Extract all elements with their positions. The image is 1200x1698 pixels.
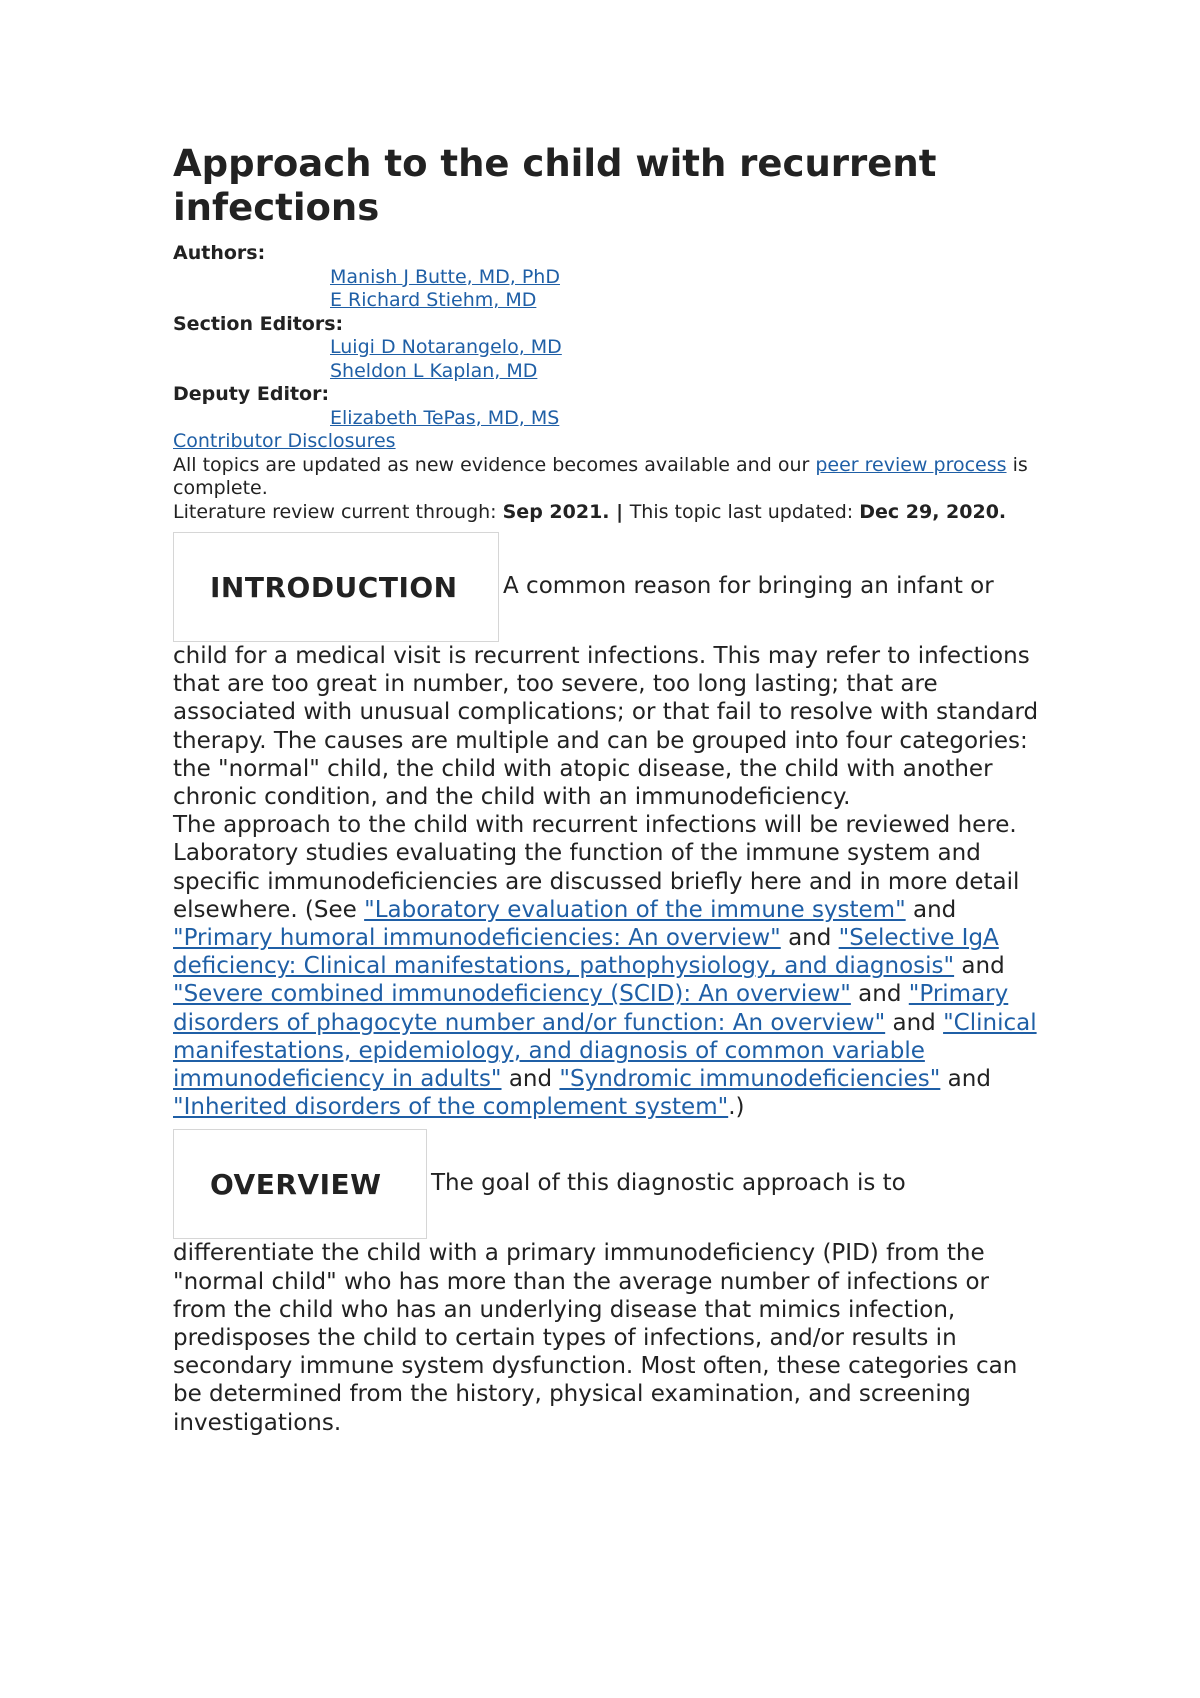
topic-link[interactable]: "Clinical manifestations, epidemiology, and diagnosis of common variable immunodeficiency in adults"	[173, 1009, 1037, 1093]
author-link[interactable]: E Richard Stiehm, MD	[330, 289, 537, 311]
update-note: All topics are updated as new evidence becomes available and our peer review process is complete.	[173, 453, 1028, 499]
page-title: Approach to the child with recurrent infections	[173, 142, 937, 229]
introduction-paragraph: The approach to the child with recurrent infections will be reviewed here. Laboratory studies evaluating the function of the immune system and specific immunodeficiencies are discussed briefly here and in more detail elsewhere. (See "Laboratory evaluation of the immune system" and "Primary humoral immunodeficiencies: An overview" and "Selective IgA deficiency: Clinical manifestations, pathophysiology, and diagnosis" and "Severe combined immunodeficiency (SCID): An overview" and "Primary disorders of phagocyte number and/or function: An overview" and "Clinical manifestations, epidemiology, and diagnosis of common variable immunodeficiency in adults" and "Syndromic immunodeficiencies" and "Inherited disorders of the complement system".)	[173, 812, 1037, 1121]
author-link[interactable]: Manish J Butte, MD, PhD	[330, 265, 560, 288]
introduction-heading: INTRODUCTION	[210, 570, 458, 604]
section-editors-label: Section Editors:	[173, 312, 344, 335]
overview-section	[173, 1129, 1043, 1436]
introduction-section	[173, 532, 1043, 1121]
section-editor-link[interactable]: Luigi D Notarangelo, MD	[330, 336, 562, 358]
topic-link[interactable]: "Syndromic immunodeficiencies"	[559, 1066, 941, 1093]
topic-link[interactable]: "Primary disorders of phagocyte number and/or function: An overview"	[173, 981, 1009, 1036]
overview-paragraph: differentiate the child with a primary immunodeficiency (PID) from the "normal child" who has more than the average number of infections or from the child who has an underlying disease that mimics infection, predisposes the child to certain types of infections, and/or results in secondary immune system dysfunction. Most often, these categories can be determined from the history, physical examination, and screening investigations.	[173, 1240, 1018, 1436]
introduction-heading-box	[173, 532, 499, 642]
topic-link[interactable]: "Inherited disorders of the complement system"	[173, 1094, 729, 1121]
section-editor-link[interactable]: Sheldon L Kaplan, MD	[330, 359, 538, 382]
topic-link[interactable]: "Laboratory evaluation of the immune system"	[364, 896, 906, 923]
topic-link[interactable]: "Selective IgA deficiency: Clinical manifestations, pathophysiology, and diagnosis"	[173, 925, 999, 980]
literature-review-date: Sep 2021.	[502, 500, 610, 523]
authors-label: Authors:	[173, 242, 266, 264]
article-meta	[173, 242, 1043, 524]
topic-link[interactable]: "Primary humoral immunodeficiencies: An overview"	[173, 925, 781, 952]
contributor-disclosures-link[interactable]: Contributor Disclosures	[173, 430, 396, 452]
introduction-paragraph: child for a medical visit is recurrent infections. This may refer to infections that are too great in number, too severe, too long lasting; that are associated with unusual complications; or that fail to resolve with standard therapy. The causes are multiple and can be grouped into four categories: the "normal" child, the child with atopic disease, the child with another chronic condition, and the child with an immunodeficiency.	[173, 643, 1039, 811]
deputy-editor-link[interactable]: Elizabeth TePas, MD, MS	[330, 406, 560, 429]
overview-heading-box	[173, 1129, 427, 1239]
peer-review-link[interactable]: peer review process	[815, 453, 1007, 476]
overview-lead: The goal of this diagnostic approach is to	[431, 1170, 906, 1197]
topic-link[interactable]: "Severe combined immunodeficiency (SCID): An overview"	[173, 981, 851, 1008]
overview-heading: OVERVIEW	[210, 1167, 382, 1201]
review-dates: Literature review current through: Sep 2021. | This topic last updated: Dec 29, 2020.	[173, 500, 1007, 523]
deputy-editor-label: Deputy Editor:	[173, 383, 330, 405]
article	[173, 142, 1043, 1437]
last-updated-date: Dec 29, 2020.	[859, 500, 1007, 523]
introduction-lead: A common reason for bringing an infant or	[503, 573, 994, 599]
